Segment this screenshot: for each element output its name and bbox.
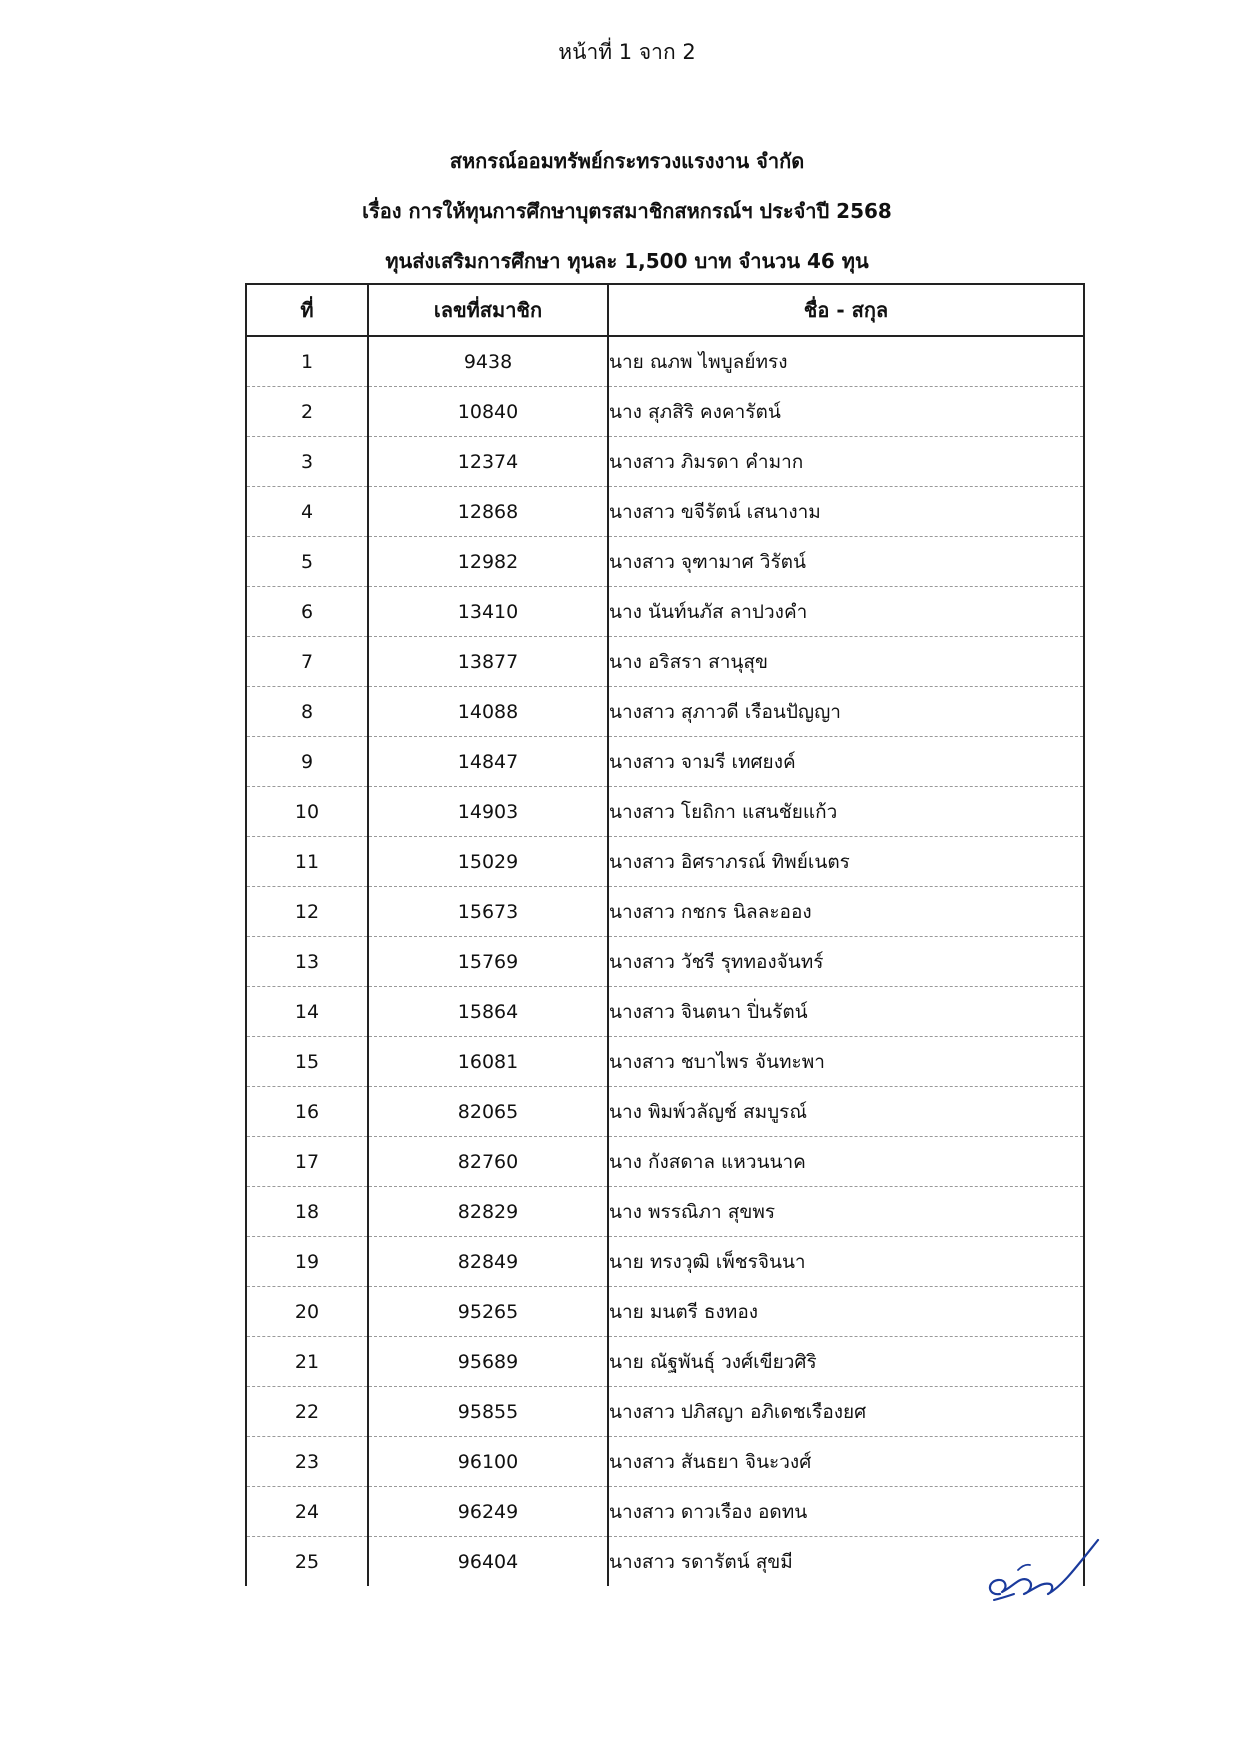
table-row xyxy=(246,787,1084,837)
row-member-id: 12868 xyxy=(368,487,608,537)
row-member-id: 15769 xyxy=(368,937,608,987)
table-row xyxy=(246,1287,1084,1337)
row-name: นางสาว จามรี เทศยงค์ xyxy=(608,737,1084,787)
row-member-id: 10840 xyxy=(368,387,608,437)
row-name: นาย ณัฐพันธุ์ วงศ์เขียวศิริ xyxy=(608,1337,1084,1387)
row-number: 6 xyxy=(246,587,368,637)
row-member-id: 82829 xyxy=(368,1187,608,1237)
row-number: 14 xyxy=(246,987,368,1037)
row-name: นางสาว ภิมรดา คำมาก xyxy=(608,437,1084,487)
row-number: 20 xyxy=(246,1287,368,1337)
row-name: นางสาว อิศราภรณ์ ทิพย์เนตร xyxy=(608,837,1084,887)
table-row xyxy=(246,937,1084,987)
row-number: 17 xyxy=(246,1137,368,1187)
row-member-id: 95265 xyxy=(368,1287,608,1337)
row-member-id: 13410 xyxy=(368,587,608,637)
header-no: ที่ xyxy=(246,284,368,336)
row-member-id: 9438 xyxy=(368,336,608,387)
table-row xyxy=(246,1437,1084,1487)
row-member-id: 95855 xyxy=(368,1387,608,1437)
row-number: 24 xyxy=(246,1487,368,1537)
row-name: นาง กังสดาล แหวนนาค xyxy=(608,1137,1084,1187)
table-row xyxy=(246,1187,1084,1237)
row-member-id: 14088 xyxy=(368,687,608,737)
table-row xyxy=(246,437,1084,487)
row-name: นางสาว จุฑามาศ วิรัตน์ xyxy=(608,537,1084,587)
row-name: นาย ณภพ ไพบูลย์ทรง xyxy=(608,336,1084,387)
row-member-id: 82760 xyxy=(368,1137,608,1187)
row-number: 11 xyxy=(246,837,368,887)
signature-icon xyxy=(980,1524,1110,1614)
row-member-id: 15864 xyxy=(368,987,608,1037)
table-row xyxy=(246,737,1084,787)
row-name: นางสาว ขจีรัตน์ เสนางาม xyxy=(608,487,1084,537)
row-member-id: 13877 xyxy=(368,637,608,687)
table-body xyxy=(246,336,1084,1586)
row-name: นางสาว สุภาวดี เรือนปัญญา xyxy=(608,687,1084,737)
row-name: นาง นันท์นภัส ลาปวงคำ xyxy=(608,587,1084,637)
row-number: 1 xyxy=(246,336,368,387)
row-number: 10 xyxy=(246,787,368,837)
row-number: 23 xyxy=(246,1437,368,1487)
row-number: 7 xyxy=(246,637,368,687)
row-number: 16 xyxy=(246,1087,368,1137)
organization-title: สหกรณ์ออมทรัพย์กระทรวงแรงงาน จำกัด xyxy=(449,149,805,173)
row-number: 22 xyxy=(246,1387,368,1437)
subject-title: เรื่อง การให้ทุนการศึกษาบุตรสมาชิกสหกรณ์ฯ ประจำปี 2568 xyxy=(362,199,892,223)
row-member-id: 96404 xyxy=(368,1537,608,1587)
table-row xyxy=(246,687,1084,737)
table-row xyxy=(246,1037,1084,1087)
row-number: 18 xyxy=(246,1187,368,1237)
row-name: นาง สุภสิริ คงคารัตน์ xyxy=(608,387,1084,437)
table-row xyxy=(246,1137,1084,1187)
table-row xyxy=(246,887,1084,937)
row-member-id: 82065 xyxy=(368,1087,608,1137)
row-member-id: 14847 xyxy=(368,737,608,787)
document-headings xyxy=(0,146,1254,296)
table-row xyxy=(246,1087,1084,1137)
header-name: ชื่อ - สกุล xyxy=(608,284,1084,336)
table-row xyxy=(246,336,1084,387)
row-name: นางสาว กชกร นิลละออง xyxy=(608,887,1084,937)
header-member-id: เลขที่สมาชิก xyxy=(368,284,608,336)
row-name: นางสาว จินตนา ปิ่นรัตน์ xyxy=(608,987,1084,1037)
row-name: นางสาว ชบาไพร จันทะพา xyxy=(608,1037,1084,1087)
row-number: 3 xyxy=(246,437,368,487)
row-member-id: 12982 xyxy=(368,537,608,587)
row-member-id: 12374 xyxy=(368,437,608,487)
row-name: นาง อริสรา สานุสุข xyxy=(608,637,1084,687)
row-number: 2 xyxy=(246,387,368,437)
row-number: 15 xyxy=(246,1037,368,1087)
table-row xyxy=(246,637,1084,687)
row-name: นางสาว ดาวเรือง อดทน xyxy=(608,1487,1084,1537)
row-member-id: 95689 xyxy=(368,1337,608,1387)
row-number: 9 xyxy=(246,737,368,787)
row-name: นาง พิมพ์วลัญช์ สมบูรณ์ xyxy=(608,1087,1084,1137)
table-row xyxy=(246,987,1084,1037)
table-row xyxy=(246,587,1084,637)
row-name: นาย ทรงวุฒิ เพ็ชรจินนา xyxy=(608,1237,1084,1287)
page-number: หน้าที่ 1 จาก 2 xyxy=(558,40,696,64)
row-name: นางสาว สันธยา จินะวงศ์ xyxy=(608,1437,1084,1487)
table-row xyxy=(246,1337,1084,1387)
row-name: นางสาว ปภิสญา อภิเดชเรืองยศ xyxy=(608,1387,1084,1437)
table-row xyxy=(246,537,1084,587)
row-member-id: 96100 xyxy=(368,1437,608,1487)
table-row xyxy=(246,487,1084,537)
row-number: 19 xyxy=(246,1237,368,1287)
row-member-id: 16081 xyxy=(368,1037,608,1087)
member-table xyxy=(245,283,1085,1586)
row-number: 13 xyxy=(246,937,368,987)
row-name: นางสาว โยถิกา แสนชัยแก้ว xyxy=(608,787,1084,837)
table-row xyxy=(246,1537,1084,1587)
row-number: 4 xyxy=(246,487,368,537)
row-member-id: 82849 xyxy=(368,1237,608,1287)
row-name: นาย มนตรี ธงทอง xyxy=(608,1287,1084,1337)
table-row xyxy=(246,1237,1084,1287)
table-row xyxy=(246,387,1084,437)
row-number: 25 xyxy=(246,1537,368,1587)
row-member-id: 15673 xyxy=(368,887,608,937)
table-row xyxy=(246,837,1084,887)
row-name: นางสาว วัชรี รุททองจันทร์ xyxy=(608,937,1084,987)
row-number: 5 xyxy=(246,537,368,587)
scholarship-title: ทุนส่งเสริมการศึกษา ทุนละ 1,500 บาท จำนวน 46 ทุน xyxy=(385,249,869,273)
table-row xyxy=(246,1387,1084,1437)
table-header-row xyxy=(246,284,1084,336)
table-row xyxy=(246,1487,1084,1537)
row-number: 21 xyxy=(246,1337,368,1387)
row-number: 12 xyxy=(246,887,368,937)
row-member-id: 96249 xyxy=(368,1487,608,1537)
row-member-id: 15029 xyxy=(368,837,608,887)
row-name: นาง พรรณิภา สุขพร xyxy=(608,1187,1084,1237)
row-number: 8 xyxy=(246,687,368,737)
row-member-id: 14903 xyxy=(368,787,608,837)
row-name: นางสาว รดารัตน์ สุขมี xyxy=(608,1537,1084,1587)
